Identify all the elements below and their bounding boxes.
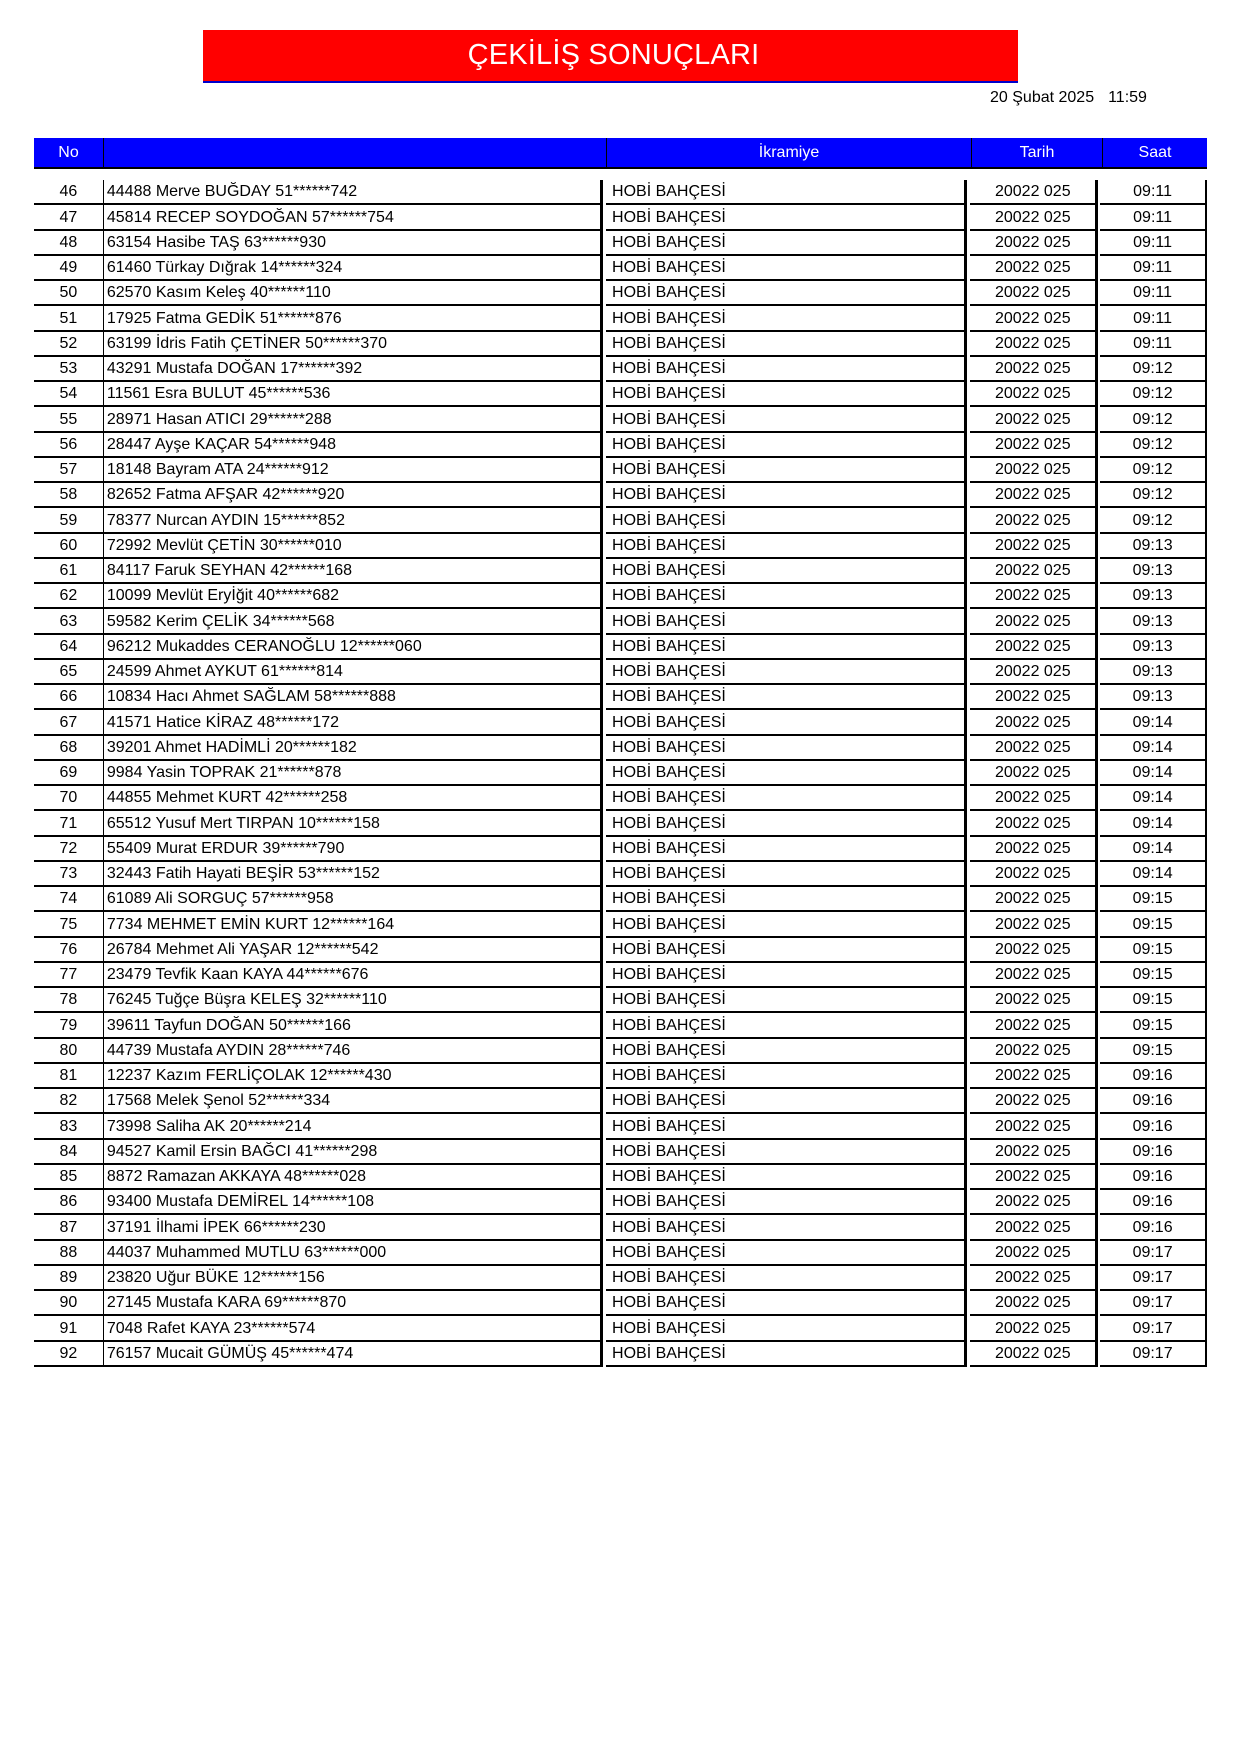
prize-name: HOBİ BAHÇESİ bbox=[606, 357, 967, 382]
draw-time: 09:14 bbox=[1100, 710, 1207, 735]
prize-name: HOBİ BAHÇESİ bbox=[606, 1165, 967, 1190]
table-row bbox=[34, 508, 1207, 533]
draw-time: 09:15 bbox=[1100, 1013, 1207, 1038]
draw-date: 20022 025 bbox=[970, 736, 1098, 761]
draw-time: 09:12 bbox=[1100, 458, 1207, 483]
table-row bbox=[34, 786, 1207, 811]
prize-name: HOBİ BAHÇESİ bbox=[606, 1266, 967, 1291]
participant-name: 44488 Merve BUĞDAY 51******742 bbox=[104, 180, 603, 205]
prize-name: HOBİ BAHÇESİ bbox=[606, 1089, 967, 1114]
draw-time: 09:14 bbox=[1100, 761, 1207, 786]
draw-time: 09:17 bbox=[1100, 1316, 1207, 1341]
draw-time: 09:16 bbox=[1100, 1089, 1207, 1114]
draw-time: 09:16 bbox=[1100, 1190, 1207, 1215]
draw-date: 20022 025 bbox=[970, 685, 1098, 710]
participant-name: 65512 Yusuf Mert TIRPAN 10******158 bbox=[104, 811, 603, 836]
draw-date: 20022 025 bbox=[970, 988, 1098, 1013]
participant-name: 45814 RECEP SOYDOĞAN 57******754 bbox=[104, 205, 603, 230]
row-number: 54 bbox=[34, 382, 104, 407]
prize-name: HOBİ BAHÇESİ bbox=[606, 483, 967, 508]
table-row bbox=[34, 811, 1207, 836]
row-number: 68 bbox=[34, 736, 104, 761]
row-number: 91 bbox=[34, 1316, 104, 1341]
draw-time: 09:13 bbox=[1100, 685, 1207, 710]
participant-name: 26784 Mehmet Ali YAŞAR 12******542 bbox=[104, 938, 603, 963]
table-row bbox=[34, 761, 1207, 786]
participant-name: 63199 İdris Fatih ÇETİNER 50******370 bbox=[104, 332, 603, 357]
participant-name: 23479 Tevfik Kaan KAYA 44******676 bbox=[104, 963, 603, 988]
table-row bbox=[34, 1064, 1207, 1089]
participant-name: 96212 Mukaddes CERANOĞLU 12******060 bbox=[104, 635, 603, 660]
row-number: 56 bbox=[34, 433, 104, 458]
prize-name: HOBİ BAHÇESİ bbox=[606, 332, 967, 357]
draw-date: 20022 025 bbox=[970, 609, 1098, 634]
participant-name: 72992 Mevlüt ÇETİN 30******010 bbox=[104, 534, 603, 559]
participant-name: 17925 Fatma GEDİK 51******876 bbox=[104, 306, 603, 331]
draw-date: 20022 025 bbox=[970, 660, 1098, 685]
prize-name: HOBİ BAHÇESİ bbox=[606, 205, 967, 230]
prize-name: HOBİ BAHÇESİ bbox=[606, 559, 967, 584]
participant-name: 7734 MEHMET EMİN KURT 12******164 bbox=[104, 912, 603, 937]
draw-date: 20022 025 bbox=[970, 1266, 1098, 1291]
draw-time: 09:12 bbox=[1100, 508, 1207, 533]
prize-name: HOBİ BAHÇESİ bbox=[606, 1039, 967, 1064]
table-row bbox=[34, 736, 1207, 761]
row-number: 66 bbox=[34, 685, 104, 710]
prize-name: HOBİ BAHÇESİ bbox=[606, 508, 967, 533]
table-header bbox=[34, 138, 1207, 169]
row-number: 79 bbox=[34, 1013, 104, 1038]
participant-name: 41571 Hatice KİRAZ 48******172 bbox=[104, 710, 603, 735]
draw-time: 09:13 bbox=[1100, 584, 1207, 609]
table-row bbox=[34, 458, 1207, 483]
row-number: 74 bbox=[34, 887, 104, 912]
table-row bbox=[34, 685, 1207, 710]
draw-date: 20022 025 bbox=[970, 1291, 1098, 1316]
prize-name: HOBİ BAHÇESİ bbox=[606, 407, 967, 432]
draw-time: 09:12 bbox=[1100, 407, 1207, 432]
table-row bbox=[34, 963, 1207, 988]
row-number: 71 bbox=[34, 811, 104, 836]
table-row bbox=[34, 1266, 1207, 1291]
prize-name: HOBİ BAHÇESİ bbox=[606, 786, 967, 811]
participant-name: 73998 Saliha AK 20******214 bbox=[104, 1114, 603, 1139]
prize-name: HOBİ BAHÇESİ bbox=[606, 635, 967, 660]
table-row bbox=[34, 1039, 1207, 1064]
participant-name: 7048 Rafet KAYA 23******574 bbox=[104, 1316, 603, 1341]
draw-date: 20022 025 bbox=[970, 1342, 1098, 1367]
table-row bbox=[34, 407, 1207, 432]
draw-time: 09:13 bbox=[1100, 660, 1207, 685]
draw-time: 09:17 bbox=[1100, 1342, 1207, 1367]
row-number: 51 bbox=[34, 306, 104, 331]
prize-name: HOBİ BAHÇESİ bbox=[606, 761, 967, 786]
table-row bbox=[34, 231, 1207, 256]
draw-time: 09:13 bbox=[1100, 559, 1207, 584]
table-row bbox=[34, 205, 1207, 230]
report-time: 11:59 bbox=[1108, 89, 1147, 106]
table-row bbox=[34, 1089, 1207, 1114]
column-header-date: Tarih bbox=[972, 138, 1103, 167]
prize-name: HOBİ BAHÇESİ bbox=[606, 458, 967, 483]
draw-time: 09:14 bbox=[1100, 786, 1207, 811]
table-row bbox=[34, 938, 1207, 963]
draw-time: 09:12 bbox=[1100, 382, 1207, 407]
table-row bbox=[34, 912, 1207, 937]
table-row bbox=[34, 382, 1207, 407]
report-datetime bbox=[990, 89, 1147, 107]
draw-date: 20022 025 bbox=[970, 1114, 1098, 1139]
row-number: 75 bbox=[34, 912, 104, 937]
draw-date: 20022 025 bbox=[970, 281, 1098, 306]
table-row bbox=[34, 256, 1207, 281]
row-number: 82 bbox=[34, 1089, 104, 1114]
draw-time: 09:11 bbox=[1100, 281, 1207, 306]
participant-name: 8872 Ramazan AKKAYA 48******028 bbox=[104, 1165, 603, 1190]
draw-time: 09:13 bbox=[1100, 635, 1207, 660]
draw-date: 20022 025 bbox=[970, 1165, 1098, 1190]
prize-name: HOBİ BAHÇESİ bbox=[606, 306, 967, 331]
prize-name: HOBİ BAHÇESİ bbox=[606, 1241, 967, 1266]
draw-date: 20022 025 bbox=[970, 1190, 1098, 1215]
draw-time: 09:14 bbox=[1100, 736, 1207, 761]
participant-name: 12237 Kazım FERLİÇOLAK 12******430 bbox=[104, 1064, 603, 1089]
prize-name: HOBİ BAHÇESİ bbox=[606, 1140, 967, 1165]
prize-name: HOBİ BAHÇESİ bbox=[606, 1064, 967, 1089]
participant-name: 18148 Bayram ATA 24******912 bbox=[104, 458, 603, 483]
draw-date: 20022 025 bbox=[970, 1316, 1098, 1341]
row-number: 72 bbox=[34, 837, 104, 862]
row-number: 87 bbox=[34, 1215, 104, 1240]
participant-name: 94527 Kamil Ersin BAĞCI 41******298 bbox=[104, 1140, 603, 1165]
row-number: 90 bbox=[34, 1291, 104, 1316]
table-row bbox=[34, 660, 1207, 685]
draw-date: 20022 025 bbox=[970, 433, 1098, 458]
table-row bbox=[34, 357, 1207, 382]
table-row bbox=[34, 988, 1207, 1013]
draw-time: 09:17 bbox=[1100, 1266, 1207, 1291]
draw-date: 20022 025 bbox=[970, 1215, 1098, 1240]
draw-time: 09:11 bbox=[1100, 306, 1207, 331]
draw-time: 09:14 bbox=[1100, 811, 1207, 836]
prize-name: HOBİ BAHÇESİ bbox=[606, 433, 967, 458]
page-title: ÇEKİLİŞ SONUÇLARI bbox=[467, 39, 760, 71]
draw-date: 20022 025 bbox=[970, 357, 1098, 382]
report-date: 20 Şubat 2025 bbox=[990, 89, 1095, 106]
participant-name: 76245 Tuğçe Büşra KELEŞ 32******110 bbox=[104, 988, 603, 1013]
draw-date: 20022 025 bbox=[970, 1089, 1098, 1114]
prize-name: HOBİ BAHÇESİ bbox=[606, 256, 967, 281]
prize-name: HOBİ BAHÇESİ bbox=[606, 837, 967, 862]
participant-name: 24599 Ahmet AYKUT 61******814 bbox=[104, 660, 603, 685]
row-number: 62 bbox=[34, 584, 104, 609]
row-number: 64 bbox=[34, 635, 104, 660]
draw-time: 09:15 bbox=[1100, 912, 1207, 937]
draw-date: 20022 025 bbox=[970, 1013, 1098, 1038]
participant-name: 11561 Esra BULUT 45******536 bbox=[104, 382, 603, 407]
draw-date: 20022 025 bbox=[970, 256, 1098, 281]
draw-time: 09:12 bbox=[1100, 483, 1207, 508]
participant-name: 63154 Hasibe TAŞ 63******930 bbox=[104, 231, 603, 256]
table-row bbox=[34, 332, 1207, 357]
row-number: 58 bbox=[34, 483, 104, 508]
row-number: 53 bbox=[34, 357, 104, 382]
draw-date: 20022 025 bbox=[970, 811, 1098, 836]
draw-date: 20022 025 bbox=[970, 837, 1098, 862]
row-number: 85 bbox=[34, 1165, 104, 1190]
draw-date: 20022 025 bbox=[970, 1241, 1098, 1266]
draw-date: 20022 025 bbox=[970, 332, 1098, 357]
row-number: 52 bbox=[34, 332, 104, 357]
prize-name: HOBİ BAHÇESİ bbox=[606, 736, 967, 761]
participant-name: 39611 Tayfun DOĞAN 50******166 bbox=[104, 1013, 603, 1038]
table-row bbox=[34, 433, 1207, 458]
participant-name: 84117 Faruk SEYHAN 42******168 bbox=[104, 559, 603, 584]
row-number: 84 bbox=[34, 1140, 104, 1165]
row-number: 57 bbox=[34, 458, 104, 483]
row-number: 46 bbox=[34, 180, 104, 205]
table-row bbox=[34, 534, 1207, 559]
row-number: 47 bbox=[34, 205, 104, 230]
row-number: 55 bbox=[34, 407, 104, 432]
table-row bbox=[34, 306, 1207, 331]
prize-name: HOBİ BAHÇESİ bbox=[606, 811, 967, 836]
participant-name: 43291 Mustafa DOĞAN 17******392 bbox=[104, 357, 603, 382]
draw-date: 20022 025 bbox=[970, 306, 1098, 331]
results-table-body bbox=[34, 180, 1207, 1367]
draw-date: 20022 025 bbox=[970, 559, 1098, 584]
participant-name: 27145 Mustafa KARA 69******870 bbox=[104, 1291, 603, 1316]
row-number: 78 bbox=[34, 988, 104, 1013]
participant-name: 44739 Mustafa AYDIN 28******746 bbox=[104, 1039, 603, 1064]
table-row bbox=[34, 710, 1207, 735]
draw-date: 20022 025 bbox=[970, 963, 1098, 988]
row-number: 81 bbox=[34, 1064, 104, 1089]
participant-name: 62570 Kasım Keleş 40******110 bbox=[104, 281, 603, 306]
draw-date: 20022 025 bbox=[970, 912, 1098, 937]
row-number: 80 bbox=[34, 1039, 104, 1064]
draw-time: 09:15 bbox=[1100, 887, 1207, 912]
prize-name: HOBİ BAHÇESİ bbox=[606, 584, 967, 609]
draw-time: 09:11 bbox=[1100, 205, 1207, 230]
prize-name: HOBİ BAHÇESİ bbox=[606, 281, 967, 306]
participant-name: 55409 Murat ERDUR 39******790 bbox=[104, 837, 603, 862]
draw-date: 20022 025 bbox=[970, 938, 1098, 963]
participant-name: 9984 Yasin TOPRAK 21******878 bbox=[104, 761, 603, 786]
participant-name: 10099 Mevlüt Eryİğit 40******682 bbox=[104, 584, 603, 609]
table-row bbox=[34, 1114, 1207, 1139]
row-number: 60 bbox=[34, 534, 104, 559]
row-number: 63 bbox=[34, 609, 104, 634]
draw-time: 09:16 bbox=[1100, 1165, 1207, 1190]
table-row bbox=[34, 1190, 1207, 1215]
draw-time: 09:16 bbox=[1100, 1140, 1207, 1165]
prize-name: HOBİ BAHÇESİ bbox=[606, 180, 967, 205]
participant-name: 93400 Mustafa DEMİREL 14******108 bbox=[104, 1190, 603, 1215]
draw-date: 20022 025 bbox=[970, 407, 1098, 432]
draw-date: 20022 025 bbox=[970, 508, 1098, 533]
draw-date: 20022 025 bbox=[970, 584, 1098, 609]
prize-name: HOBİ BAHÇESİ bbox=[606, 231, 967, 256]
draw-time: 09:13 bbox=[1100, 534, 1207, 559]
table-row bbox=[34, 1291, 1207, 1316]
participant-name: 17568 Melek Şenol 52******334 bbox=[104, 1089, 603, 1114]
table-row bbox=[34, 862, 1207, 887]
participant-name: 76157 Mucait GÜMÜŞ 45******474 bbox=[104, 1342, 603, 1367]
draw-date: 20022 025 bbox=[970, 205, 1098, 230]
row-number: 48 bbox=[34, 231, 104, 256]
table-row bbox=[34, 1165, 1207, 1190]
prize-name: HOBİ BAHÇESİ bbox=[606, 938, 967, 963]
row-number: 65 bbox=[34, 660, 104, 685]
draw-time: 09:11 bbox=[1100, 256, 1207, 281]
participant-name: 61460 Türkay Dığrak 14******324 bbox=[104, 256, 603, 281]
draw-time: 09:16 bbox=[1100, 1215, 1207, 1240]
row-number: 73 bbox=[34, 862, 104, 887]
prize-name: HOBİ BAHÇESİ bbox=[606, 988, 967, 1013]
draw-time: 09:11 bbox=[1100, 332, 1207, 357]
draw-date: 20022 025 bbox=[970, 710, 1098, 735]
column-header-prize: İkramiye bbox=[607, 138, 972, 167]
prize-name: HOBİ BAHÇESİ bbox=[606, 609, 967, 634]
draw-date: 20022 025 bbox=[970, 887, 1098, 912]
participant-name: 37191 İlhami İPEK 66******230 bbox=[104, 1215, 603, 1240]
prize-name: HOBİ BAHÇESİ bbox=[606, 887, 967, 912]
prize-name: HOBİ BAHÇESİ bbox=[606, 685, 967, 710]
draw-time: 09:13 bbox=[1100, 609, 1207, 634]
table-row bbox=[34, 837, 1207, 862]
draw-time: 09:16 bbox=[1100, 1114, 1207, 1139]
table-row bbox=[34, 609, 1207, 634]
row-number: 69 bbox=[34, 761, 104, 786]
table-row bbox=[34, 887, 1207, 912]
prize-name: HOBİ BAHÇESİ bbox=[606, 963, 967, 988]
participant-name: 10834 Hacı Ahmet SAĞLAM 58******888 bbox=[104, 685, 603, 710]
participant-name: 23820 Uğur BÜKE 12******156 bbox=[104, 1266, 603, 1291]
participant-name: 82652 Fatma AFŞAR 42******920 bbox=[104, 483, 603, 508]
draw-time: 09:15 bbox=[1100, 1039, 1207, 1064]
table-row bbox=[34, 483, 1207, 508]
table-row bbox=[34, 1342, 1207, 1367]
prize-name: HOBİ BAHÇESİ bbox=[606, 862, 967, 887]
draw-time: 09:11 bbox=[1100, 180, 1207, 205]
participant-name: 61089 Ali SORGUÇ 57******958 bbox=[104, 887, 603, 912]
prize-name: HOBİ BAHÇESİ bbox=[606, 1291, 967, 1316]
draw-time: 09:14 bbox=[1100, 837, 1207, 862]
row-number: 50 bbox=[34, 281, 104, 306]
participant-name: 44037 Muhammed MUTLU 63******000 bbox=[104, 1241, 603, 1266]
participant-name: 59582 Kerim ÇELİK 34******568 bbox=[104, 609, 603, 634]
title-banner bbox=[203, 30, 1018, 83]
row-number: 77 bbox=[34, 963, 104, 988]
participant-name: 28447 Ayşe KAÇAR 54******948 bbox=[104, 433, 603, 458]
row-number: 59 bbox=[34, 508, 104, 533]
draw-time: 09:12 bbox=[1100, 433, 1207, 458]
draw-time: 09:12 bbox=[1100, 357, 1207, 382]
prize-name: HOBİ BAHÇESİ bbox=[606, 1342, 967, 1367]
column-header-name bbox=[104, 138, 607, 167]
table-row bbox=[34, 281, 1207, 306]
draw-time: 09:17 bbox=[1100, 1291, 1207, 1316]
draw-time: 09:15 bbox=[1100, 963, 1207, 988]
prize-name: HOBİ BAHÇESİ bbox=[606, 382, 967, 407]
participant-name: 44855 Mehmet KURT 42******258 bbox=[104, 786, 603, 811]
table-row bbox=[34, 1241, 1207, 1266]
draw-date: 20022 025 bbox=[970, 862, 1098, 887]
draw-date: 20022 025 bbox=[970, 1039, 1098, 1064]
prize-name: HOBİ BAHÇESİ bbox=[606, 912, 967, 937]
row-number: 89 bbox=[34, 1266, 104, 1291]
prize-name: HOBİ BAHÇESİ bbox=[606, 534, 967, 559]
column-header-no: No bbox=[34, 138, 104, 167]
participant-name: 32443 Fatih Hayati BEŞİR 53******152 bbox=[104, 862, 603, 887]
participant-name: 78377 Nurcan AYDIN 15******852 bbox=[104, 508, 603, 533]
row-number: 76 bbox=[34, 938, 104, 963]
prize-name: HOBİ BAHÇESİ bbox=[606, 1013, 967, 1038]
row-number: 49 bbox=[34, 256, 104, 281]
draw-time: 09:11 bbox=[1100, 231, 1207, 256]
draw-time: 09:16 bbox=[1100, 1064, 1207, 1089]
draw-date: 20022 025 bbox=[970, 483, 1098, 508]
draw-date: 20022 025 bbox=[970, 1064, 1098, 1089]
prize-name: HOBİ BAHÇESİ bbox=[606, 710, 967, 735]
table-row bbox=[34, 559, 1207, 584]
table-row bbox=[34, 180, 1207, 205]
draw-time: 09:15 bbox=[1100, 988, 1207, 1013]
row-number: 61 bbox=[34, 559, 104, 584]
draw-time: 09:15 bbox=[1100, 938, 1207, 963]
draw-date: 20022 025 bbox=[970, 458, 1098, 483]
draw-time: 09:14 bbox=[1100, 862, 1207, 887]
row-number: 67 bbox=[34, 710, 104, 735]
row-number: 83 bbox=[34, 1114, 104, 1139]
draw-date: 20022 025 bbox=[970, 180, 1098, 205]
prize-name: HOBİ BAHÇESİ bbox=[606, 1215, 967, 1240]
draw-date: 20022 025 bbox=[970, 1140, 1098, 1165]
draw-date: 20022 025 bbox=[970, 635, 1098, 660]
participant-name: 28971 Hasan ATICI 29******288 bbox=[104, 407, 603, 432]
table-row bbox=[34, 1140, 1207, 1165]
participant-name: 39201 Ahmet HADİMLİ 20******182 bbox=[104, 736, 603, 761]
draw-date: 20022 025 bbox=[970, 761, 1098, 786]
prize-name: HOBİ BAHÇESİ bbox=[606, 1316, 967, 1341]
row-number: 92 bbox=[34, 1342, 104, 1367]
prize-name: HOBİ BAHÇESİ bbox=[606, 1114, 967, 1139]
draw-date: 20022 025 bbox=[970, 786, 1098, 811]
table-row bbox=[34, 1013, 1207, 1038]
table-row bbox=[34, 1215, 1207, 1240]
row-number: 86 bbox=[34, 1190, 104, 1215]
table-row bbox=[34, 635, 1207, 660]
prize-name: HOBİ BAHÇESİ bbox=[606, 660, 967, 685]
row-number: 88 bbox=[34, 1241, 104, 1266]
draw-date: 20022 025 bbox=[970, 382, 1098, 407]
prize-name: HOBİ BAHÇESİ bbox=[606, 1190, 967, 1215]
draw-date: 20022 025 bbox=[970, 231, 1098, 256]
row-number: 70 bbox=[34, 786, 104, 811]
draw-time: 09:17 bbox=[1100, 1241, 1207, 1266]
draw-date: 20022 025 bbox=[970, 534, 1098, 559]
table-row bbox=[34, 1316, 1207, 1341]
column-header-time: Saat bbox=[1138, 143, 1172, 161]
table-row bbox=[34, 584, 1207, 609]
